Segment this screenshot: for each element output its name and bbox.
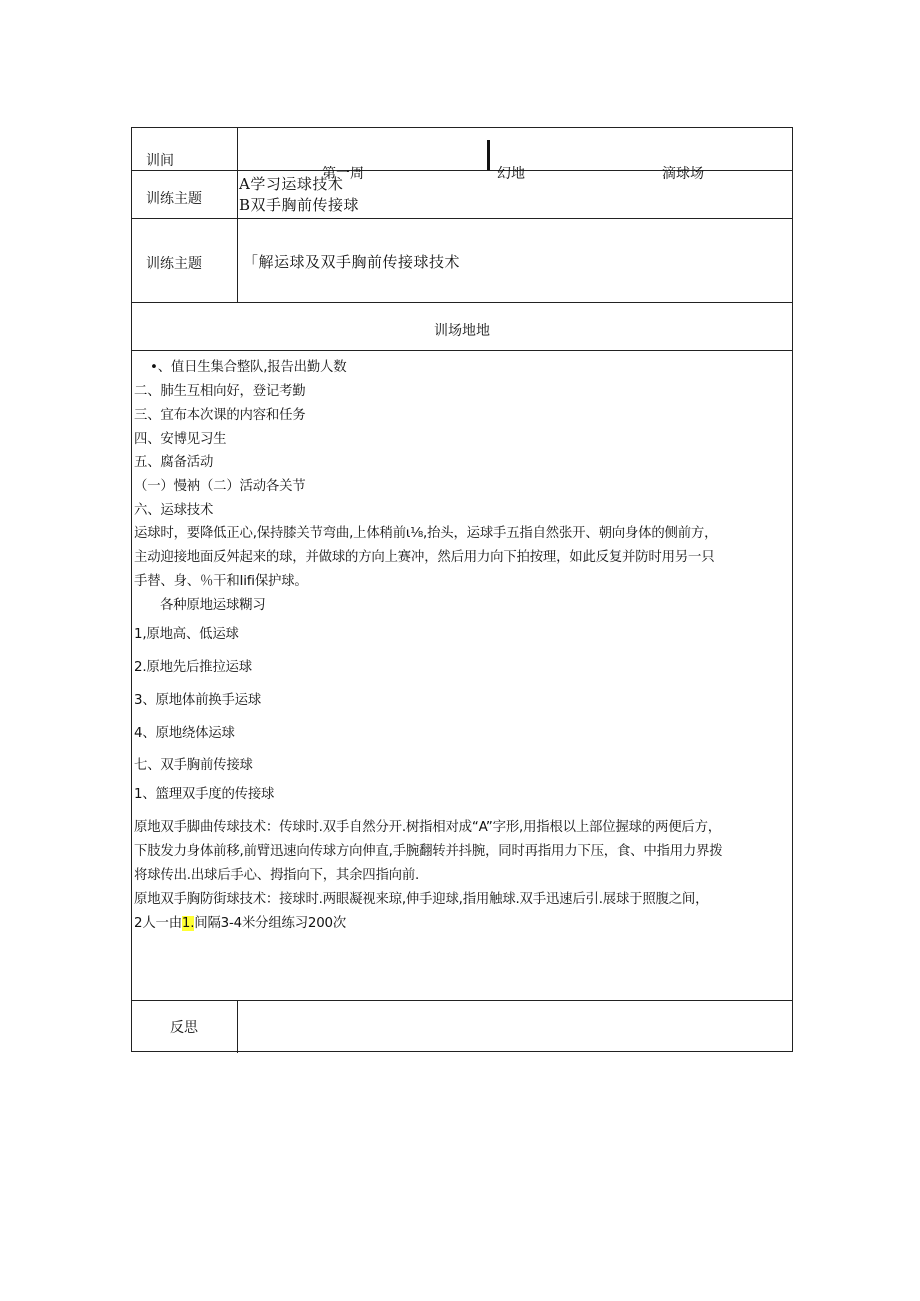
row-divider: [132, 1000, 792, 1001]
content-line: （一）慢衲（二）活动各关节: [134, 479, 306, 494]
row-divider: [132, 218, 792, 219]
last-line-end: 间隔3-4米分组练习200次: [194, 916, 347, 931]
content-line: 六、运球技术: [134, 503, 214, 518]
content-line: 运球时，要降低正心,保持膝关节弯曲,上体稍前ι⅛,抬头，运球手五指自然张开、朝向身体的侧前方，: [134, 526, 718, 541]
goal-text: 「解运球及双手胸前传接球技术: [243, 253, 461, 271]
content-line: 各种原地运球糊习: [160, 598, 266, 613]
time-label: 训间: [146, 153, 174, 169]
content-line: 1,原地高、低运球: [134, 627, 239, 642]
content-line: 原地双手脚曲传球技术：传球时.双手自然分开.树指相对成“A”字形,用指根以上部位握球的两便后方，: [134, 820, 721, 835]
lesson-plan-table: [131, 127, 793, 1052]
content-line: •、值日生集合整队,报告出勤人数: [150, 360, 347, 375]
week-text-partial: 第一周: [322, 166, 364, 182]
content-line-last: [134, 912, 346, 931]
content-line: 4、原地绕体运球: [134, 726, 235, 741]
content-line: 原地双手胸防街球技术：接球时.两眼凝视来琼,伸手迎球,指用触球.双手迅速后引.展球于照腹之间，: [134, 892, 709, 907]
place-text-partial: 幻地: [497, 166, 525, 182]
court-text-partial: 滴球场: [662, 166, 704, 182]
content-line: 三、宜布本次课的内容和任务: [134, 408, 306, 423]
reflection-label: 反思: [170, 1020, 198, 1036]
content-line: 七、双手胸前传接球: [134, 758, 253, 773]
content-line: 四、安博见习生: [134, 432, 227, 447]
highlighted-marker: 1.: [181, 916, 195, 931]
theme-label: 训练主题: [146, 191, 202, 207]
venue-label: 训场地地: [434, 323, 490, 339]
theme-line-a: A学习运球技术: [239, 175, 344, 193]
last-line-start: 2人一由: [134, 916, 182, 931]
header-row: [132, 128, 792, 182]
content-line: 主动迎接地面反舛起来的球，并做球的方向上赛冲，然后用力向下拍按理，如此反复并防时用另一只: [134, 550, 715, 565]
theme-line-b: B双手胸前传接球: [239, 196, 360, 214]
header-separator-bar: [487, 140, 490, 170]
content-line: 手替、身、％干和Iifi保护球。: [134, 574, 308, 589]
lesson-content: [132, 350, 792, 1000]
content-line: 3、原地体前换手运球: [134, 693, 262, 708]
content-line: 二、肺生互相向好，登记考勤: [134, 384, 306, 399]
row-divider: [132, 302, 792, 303]
content-line: 1、篮理双手度的传接球: [134, 787, 275, 802]
content-line: 五、腐备活动: [134, 455, 214, 470]
content-line: 将球传出.出球后手心、拇指向下，其余四指向前.: [134, 868, 420, 883]
content-line: 下肢发力身体前移,前臂迅速向传球方向伸直,手腕翻转并抖腕，同时再指用力下压，食、中指用力界拨: [134, 844, 723, 859]
column-divider: [237, 1000, 238, 1053]
goal-label: 训练主题: [146, 256, 202, 272]
content-line: 2.原地先后推拉运球: [134, 660, 252, 675]
